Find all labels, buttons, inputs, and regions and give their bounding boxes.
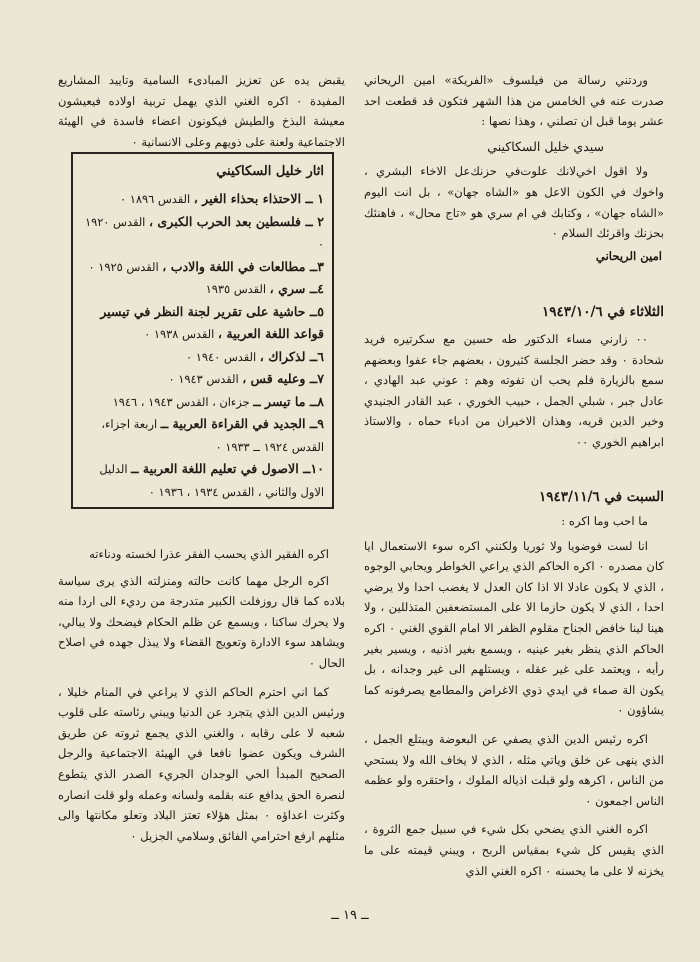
work-item-9: ٩ــ الجديد في القراءة العربية ــ اربعة اجزاء، القدس ١٩٢٤ ــ ١٩٣٣ ٠: [101, 416, 324, 454]
letter-body: ولا اقول اخي‌لانك علوت‌في حزنك‌عل الاخاء البشري ، واخوك في الكون الاعل هو «الشاه جهان» ، بل انت اليوم «الشاه جهان» ، وكتابك في ام سري هو «تاج محال» ، فاهنئك بحزنك واقرئك السلام ٠: [364, 164, 664, 241]
letter-greeting: سيدي خليل السكاكيني: [487, 138, 604, 154]
diary-entry-taha-hussein: ٠٠ زارني مساء الدكتور طه حسين مع سكرتيره فريد شحادة ٠ وقد حضر الجلسة كثيرون ، بعضهم جاء عفوا وبعضهم سمع بالزيارة فلم يحب ان تفوته وهم : عوني عبد الهادي ، عادل جبر ، شبلي الجمل ، حبيب الخوري ، عبد القادر الجنيدي وخير الدين قريه، وهذان الاخيران من ادباء حماه ، والاستاذ ابراهيم الخوري ٠٠: [364, 331, 665, 449]
paragraph-hate-ruler: انا لست فوضويا ولا ثوريا ولكنني اكره سوء الاستعمال ايا كان مصدره ٠ اكره الحاكم الذي يراعي الخواطر ويحابي الوجوه ، الذي لا يكون عادلا الا اذا كان العدل لا يغضب احدا ولا يرضي احدا ، الذي لا يكون حازما الا على المستضعفين المتذللين ، ولا هينا لينا خافض الجناح مقلوم الظفر الا امام القوي الغني ٠ اكره الحاكم الذي ينظر بغير عينيه ، ويسمع بغير اذنيه ، ويسير بغير رأيه ، ويعتمد على غير عقله ، ويستلهم الى غير وجدانه ، بل يكون الة صماء في ايدي ذوي الاغراض والمطامع يصرفونه كما يشاؤون ٠: [364, 538, 665, 718]
work-item-5: ٥ــ حاشية على تقرير لجنة النظر في تيسير قواعد اللغة العربية ، القدس ١٩٣٨ ٠: [100, 303, 324, 341]
work-item-2: ٢ ــ فلسطين بعد الحرب الكبرى ، القدس ١٩٢٠ ٠: [84, 213, 324, 251]
diary-date-saturday: السبت في ١٩٤٣/١١/٦: [539, 488, 664, 505]
work-item-7: ٧ــ وعليه قس ، القدس ١٩٤٣ ٠: [168, 371, 324, 386]
paragraph-hate-cleric: اكره رئيس الدين الذي يصفي عن البعوضة ويبتلع الجمل ، الذي ينهى عن خلق وياتي مثله ، الذي لا يخاف الله ولا يستحي من الناس ، اكرهه ولو قبلت اذياله الملوك ، واحتقره ولو عظمه الناس اجمعون ٠: [364, 732, 664, 808]
work-item-10: ١٠ــ الاصول في تعليم اللغة العربية ــ الدليل الاول والثاني ، القدس ١٩٣٤ ، ١٩٣٦ ٠: [99, 461, 324, 499]
paragraph-respect: كما اني احترم الحاكم الذي لا يراعي في المنام خليلا ، ورئيس الدين الذي يتجرد عن الدنيا ويبني رئاسته على قلوب شعبه لا على رقابه ، والغني الذي يجمع ثروته عن طريق الشرف ويكون عضوا نافعا في الهيئة الاجتماعية والرجل الصحيح المبدأ الحي الوجدان الجريء الصدر الذي يتطوع لنصرة الحق يدافع عنه بقلمه ولسانه وعمله ولو قلت انصاره وكثرت اعداؤه ٠ بمثل هؤلاء تعتز البلاد وتعلو مكانتها والى مثلهم ارفع احترامي الفائق وسلامي الجزيل ٠: [58, 684, 345, 843]
diary-date-tuesday: الثلاثاء في ١٩٤٣/١٠/٦: [542, 304, 664, 321]
paragraph-hate-rich: اكره الغني الذي يضحي بكل شيء في سبيل جمع الثروة ، الذي يقيس كل شيء بمقياس الربح ، ويبني قيمته على ما يخزنه لا على ما يحسنه ٠ اكره الغني الذي: [364, 822, 664, 878]
left-column-lower: [58, 544, 345, 846]
works-box: [71, 152, 334, 509]
letter-intro: وردتني رسالة من فيلسوف «الفريكة» امين الريحاني صدرت عنه في الخامس من هذا الشهر فتكون قد قطعت احد عشر يوما قبل ان تصلني ، وهذا نصها :: [364, 73, 664, 129]
entry-subtitle: ما احب وما اكره :: [561, 514, 648, 529]
work-item-1: ١ ــ الاحتذاء بحذاء الغير ، القدس ١٨٩٦ ٠: [119, 191, 324, 206]
right-column: [364, 70, 664, 881]
work-item-8: ٨ــ ما تيسر ــ جزءان ، القدس ١٩٤٣ ، ١٩٤٦: [112, 393, 324, 409]
left-column: [58, 70, 345, 152]
works-box-title: اثار خليل السكاكيني: [216, 164, 324, 179]
letter-signature: امين الريحاني: [595, 248, 662, 263]
work-item-6: ٦ــ لذكراك ، القدس ١٩٤٠ ٠: [185, 348, 324, 364]
page-number: ــ ١٩ ــ: [331, 908, 369, 923]
work-item-3: ٣ــ مطالعات في اللغة والادب ، القدس ١٩٢٥ ٠: [88, 258, 324, 274]
work-item-4: ٤ــ سري ، القدس ١٩٣٥: [205, 281, 324, 296]
paragraph-hate-indifferent: اكره الرجل مهما كانت حالته ومنزلته الذي يرى سياسة بلاده كما قال روزفلت الكبير متدرجة من رديء الى اردا منه ولا يحرك ساكنا ، ويسمع عن ظلم الحكام فيضحك ولا يبالي، ويشاهد سوء الادارة وتعويج القضاء ولا يبذل جهده في اصلاح الحال ٠: [58, 573, 345, 670]
paragraph-continuation: يقبض يده عن تعزيز المبادىء السامية وتاييد المشاريع المفيدة ٠ اكره الغني الذي يهمل تربية اولاده فيعيشون معيشة البذخ والطيش فيكونون اعضاء فاسدة في الهيئة الاجتماعية ولعنة على ذويهم وعلى الانسانية ٠: [58, 73, 345, 149]
paragraph-hate-poor: اكره الفقير الذي يحسب الفقر عذرا لخسته ودناءته: [89, 547, 329, 561]
